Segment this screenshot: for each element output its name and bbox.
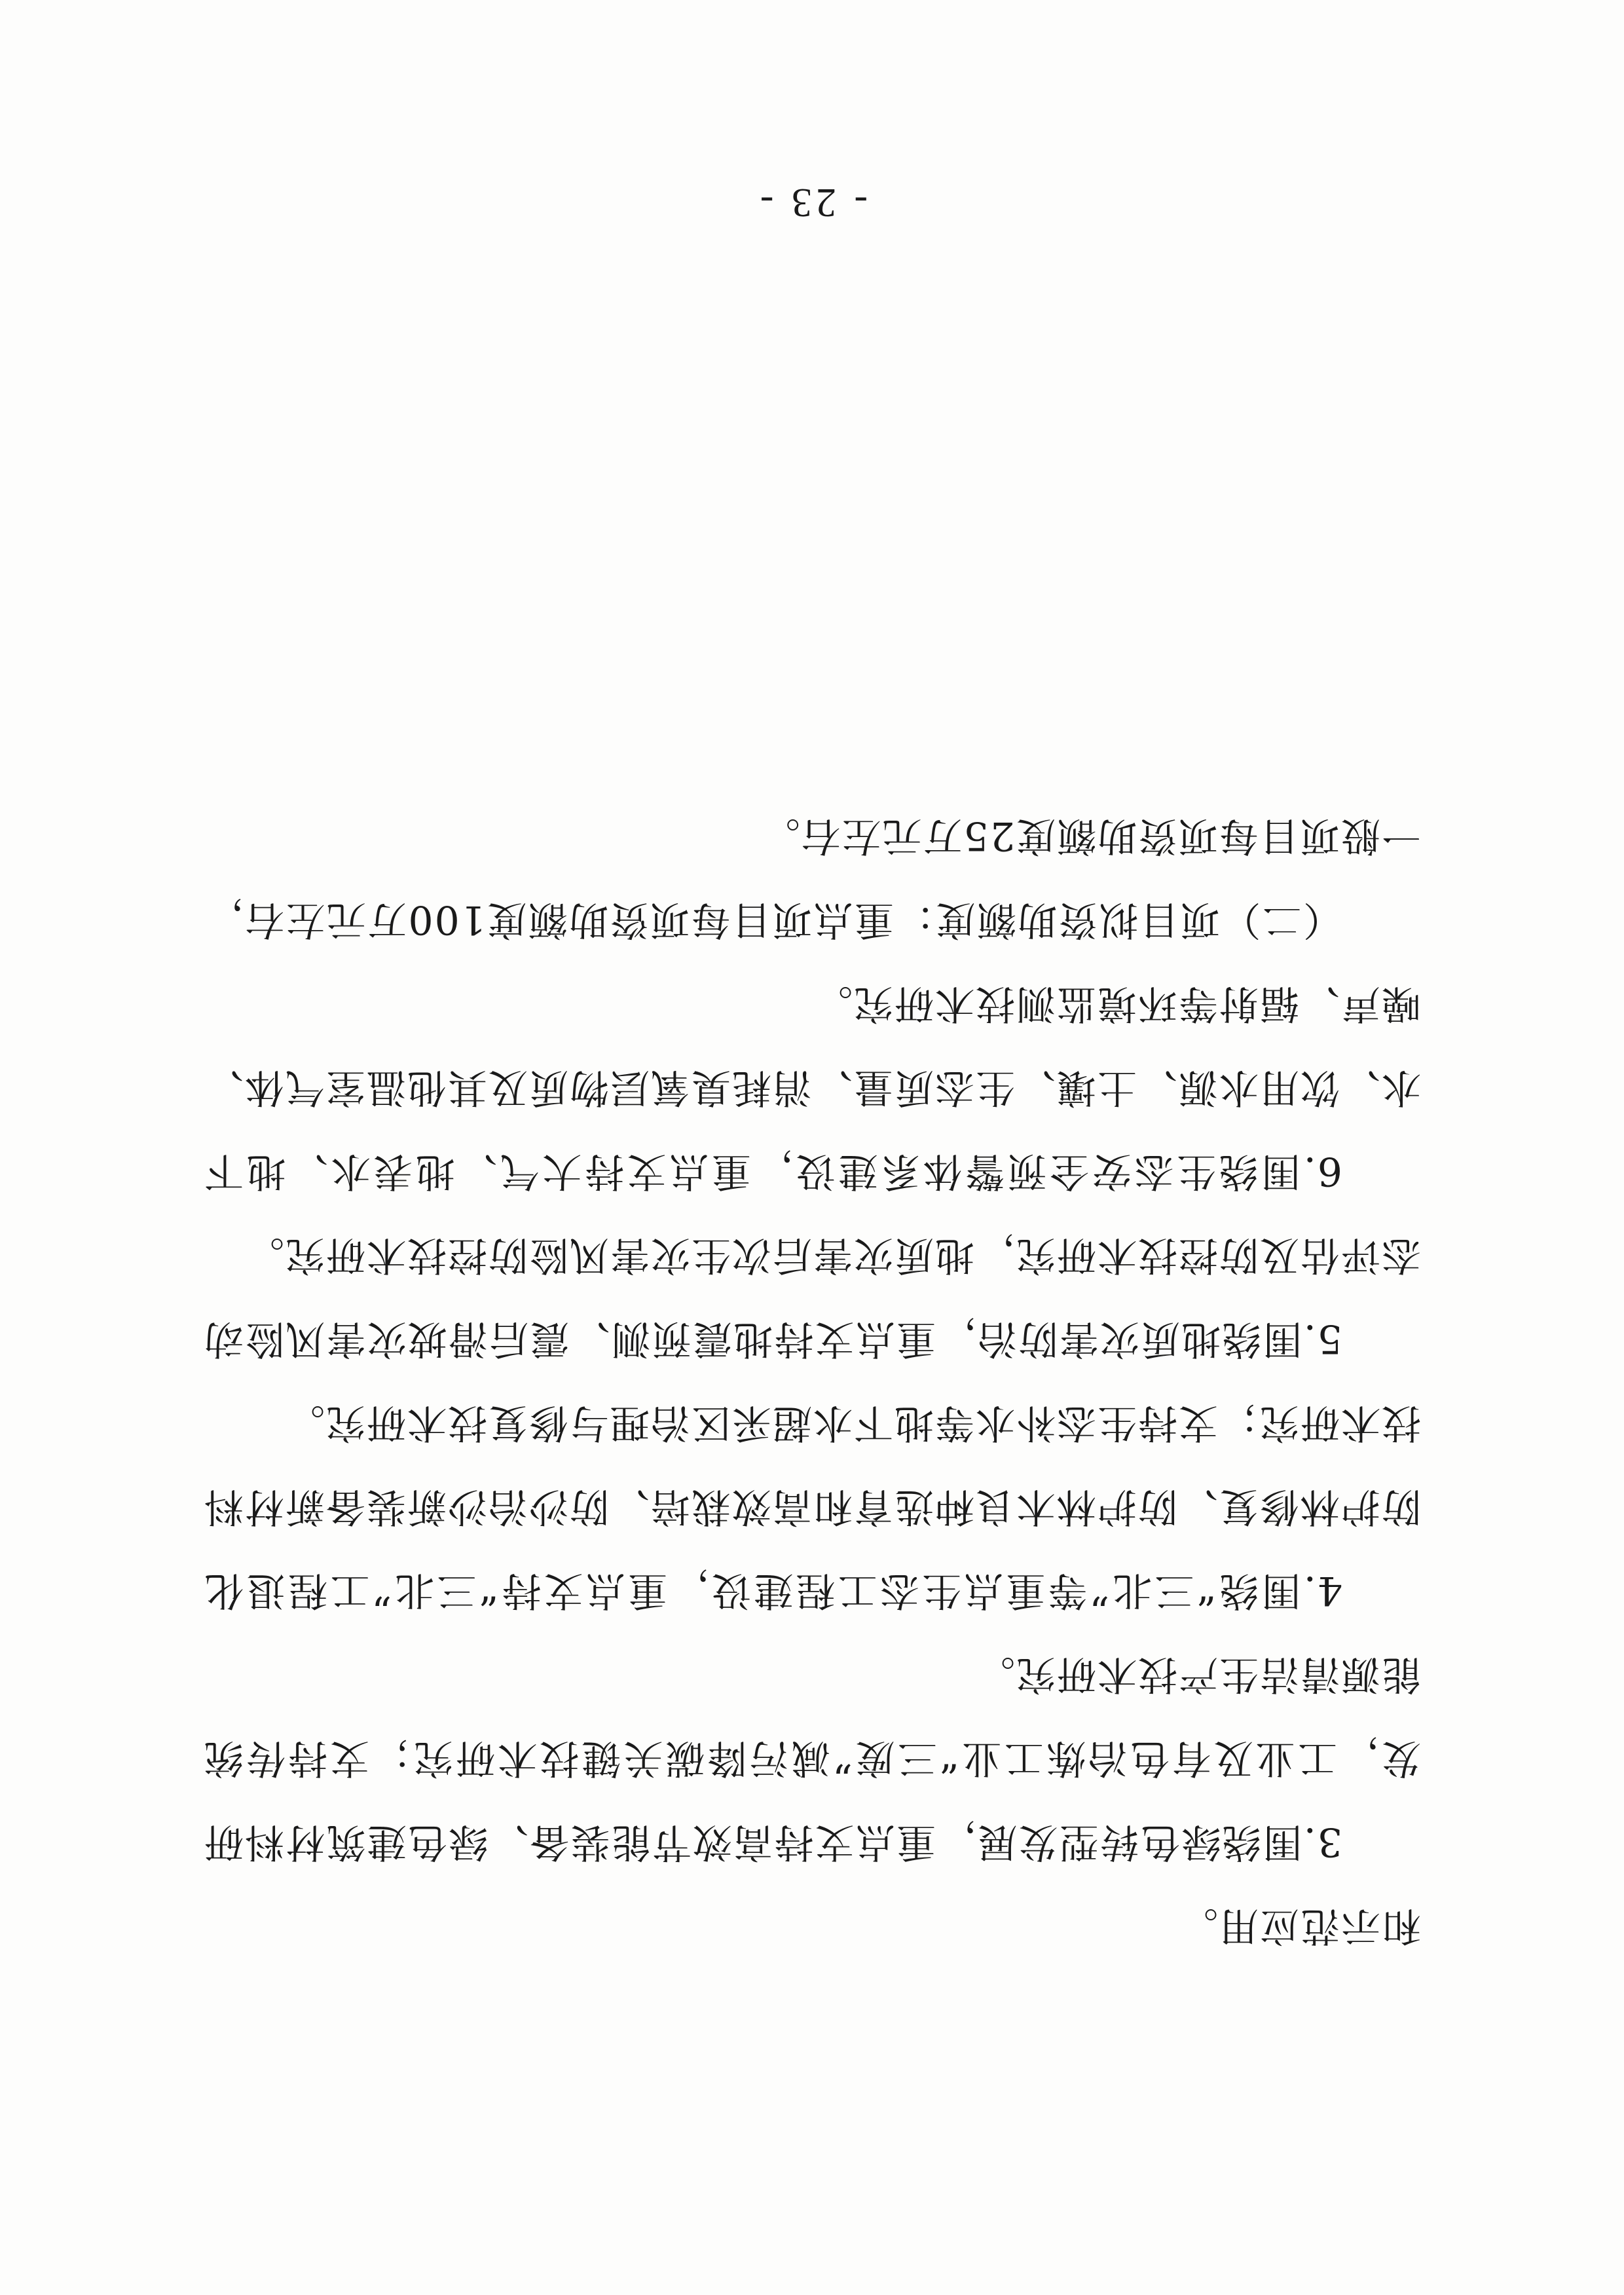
paragraph-item-4: 4.围绕“三北”等重点生态工程建设，重点支持“三北”工程退化防护林修复、防护林木良种选育和高效栽培、防沙治沙新装备新材料技术研究；支持生态补水等地下水超采区治理与修复技术研究。 xyxy=(203,1400,1421,1613)
paragraph-item-3: 3.围绕绿色转型发展，重点支持高效节能装备、绿色建筑材料研发，工业及有色冶炼工业“三废”减污降碳关键技术研究；支持传统能源清洁生产技术研究。 xyxy=(203,1651,1421,1865)
paragraph-funding: （二）项目拟资助额度：重点项目每项资助额度100万元左右，一般项目每项资助额度25万元左右。 xyxy=(203,813,1421,942)
paragraph-item-6: 6.围绕生态安全预警体系建设，重点支持大气、地表水、地下水、饮用水源、土壤、生态质量、消耗臭氧层物质及其他温室气体、噪声、辐射等环境监测技术研究。 xyxy=(203,980,1421,1194)
page-number: - 23 - xyxy=(756,180,868,225)
paragraph-continuation: 和示范应用。 xyxy=(1177,1903,1421,1949)
paragraph-item-5: 5.围绕地质灾害防治，重点支持地震预测、震后滑坡灾害风险动态评估及防控技术研究，地质灾害后次生灾害风险防控技术研究。 xyxy=(203,1232,1421,1362)
document-body xyxy=(203,794,1421,1968)
